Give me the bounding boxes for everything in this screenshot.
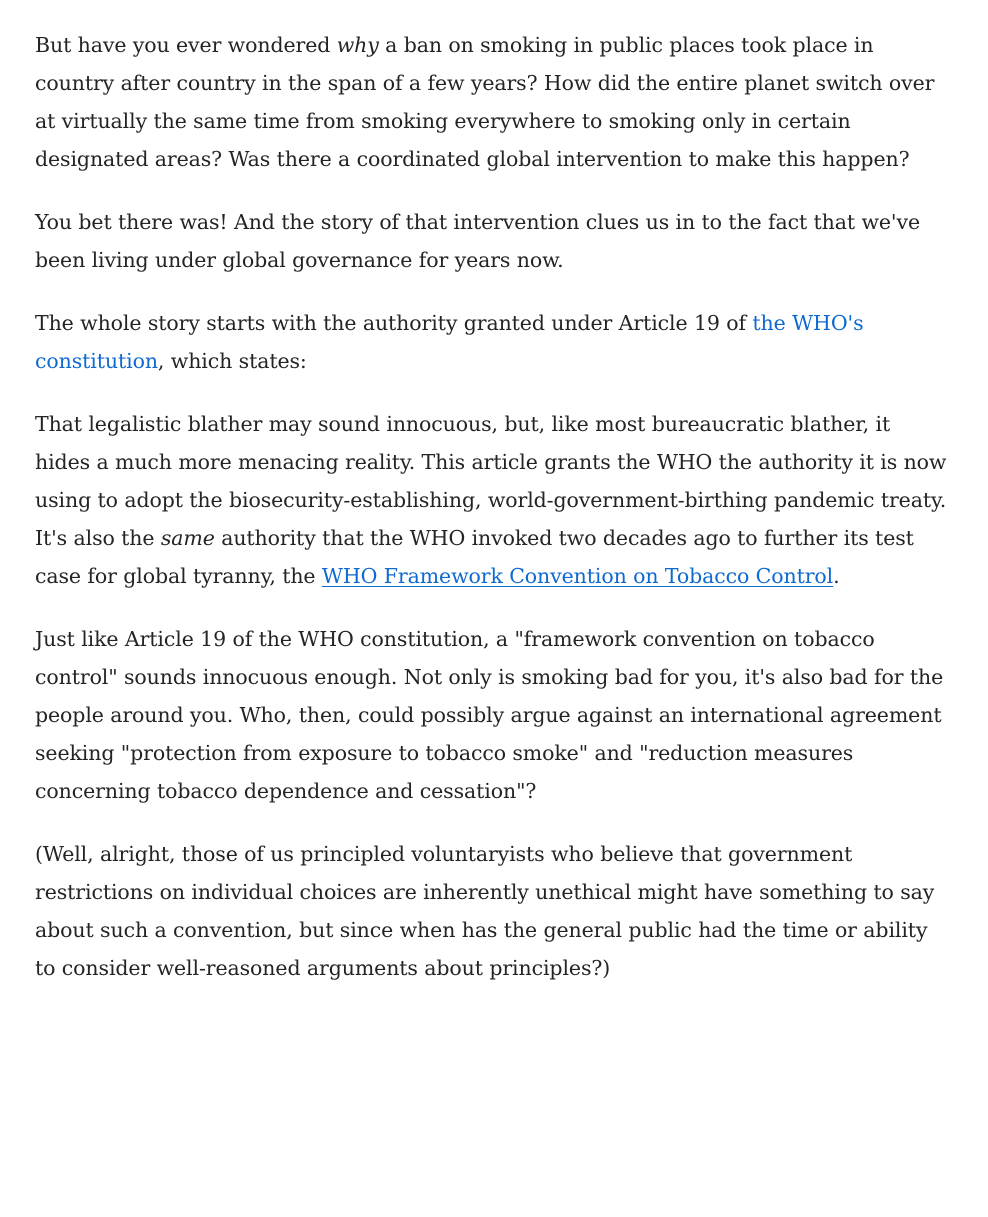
emphasis-why: why <box>336 33 379 57</box>
emphasis-same: same <box>160 526 215 550</box>
who-constitution-link[interactable]: the WHO's constitution <box>35 311 864 373</box>
paragraph-text: You bet there was! And the story of that intervention clues us in to the fact that we've been living under global governance for years now. <box>35 210 920 272</box>
paragraph-you-bet <box>35 203 948 279</box>
paragraph-framework-convention <box>35 620 948 810</box>
paragraph-voluntaryists <box>35 835 948 987</box>
paragraph-text: authority that the WHO invoked two decades ago to further its test case for global tyranny, the <box>35 526 914 588</box>
paragraph-why-smoking-ban <box>35 26 948 178</box>
paragraph-text: (Well, alright, those of us principled voluntaryists who believe that government restrictions on individual choices are inherently unethical might have something to say about such a convention, but since when has the general public had the time or ability to consider well-reasoned arguments about principles?) <box>35 842 935 980</box>
paragraph-legalistic-blather <box>35 405 948 595</box>
fctc-link[interactable]: WHO Framework Convention on Tobacco Control <box>321 564 834 588</box>
paragraph-text: , which states: <box>157 349 307 373</box>
paragraph-text: a ban on smoking in public places took place in country after country in the span of a few years? How did the entire planet switch over at virtually the same time from smoking everywhere to smoking only in certain designated areas? Was there a coordinated global intervention to make this happen? <box>35 33 935 171</box>
paragraph-article-19-intro <box>35 304 948 380</box>
paragraph-text: Just like Article 19 of the WHO constitution, a "framework convention on tobacco control" sounds innocuous enough. Not only is smoking bad for you, it's also bad for the people around you. Who, then, could possibly argue against an international agreement seeking "protection from exposure to tobacco smoke" and "reduction measures concerning tobacco dependence and cessation"? <box>35 627 944 803</box>
paragraph-text: The whole story starts with the authority granted under Article 19 of <box>35 311 753 335</box>
paragraph-text: That legalistic blather may sound innocuous, but, like most bureaucratic blather, it hides a much more menacing reality. This article grants the WHO the authority it is now using to adopt the biosecurity-establishing, world-government-birthing pandemic treaty. It's also the <box>35 412 947 550</box>
paragraph-text: . <box>833 564 840 588</box>
paragraph-text: But have you ever wondered <box>35 33 337 57</box>
